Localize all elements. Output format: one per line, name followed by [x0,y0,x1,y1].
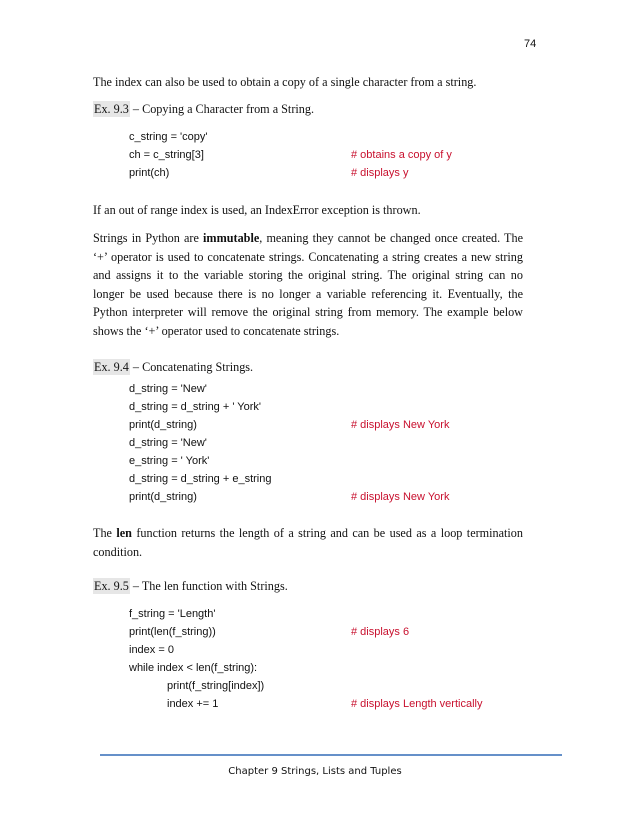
example-heading-9-3 [93,102,314,117]
code-line: print(len(f_string)) [129,626,216,638]
code-line: d_string = 'New' [129,437,207,449]
code-line: d_string = 'New' [129,383,207,395]
paragraph-index-error: If an out of range index is used, an IndexError exception is thrown. [93,203,421,217]
paragraph-immutable [93,229,523,340]
example-number: Ex. 9.5 [94,579,129,593]
example-title: – Concatenating Strings. [129,360,254,374]
example-title: – The len function with Strings. [129,579,288,593]
code-comment: # displays Length vertically [351,698,483,710]
text-run: function returns the length of a string and can be used as a loop termination condition. [93,526,523,559]
code-comment: # displays New York [351,491,450,503]
code-line: print(d_string) [129,491,197,503]
code-line: ch = c_string[3] [129,149,204,161]
code-line: c_string = 'copy' [129,131,208,143]
code-line: e_string = ' York' [129,455,210,467]
footer-divider [100,754,562,756]
paragraph-len-function [93,524,523,561]
code-line: index = 0 [129,644,174,656]
page-number: 74 [524,38,537,50]
example-number: Ex. 9.4 [94,360,129,374]
code-comment: # displays New York [351,419,450,431]
text-run: , meaning they cannot be changed once created. The ‘+’ operator is used to concatenate strings. Concatenating a string creates a new string and assigns it to the variable storing the original string. The original string can no longer be used because there is no longer a variable referencing it. Eventually, the Python interpreter will remove the original string from memory. The example below shows the ‘+’ operator used to concatenate strings. [93,231,524,338]
code-line: d_string = d_string + ' York' [129,401,262,413]
text-run: Strings in Python are [93,231,204,245]
code-line: while index < len(f_string): [129,662,258,674]
code-line: f_string = 'Length' [129,608,216,620]
page-footer: Chapter 9 Strings, Lists and Tuples [228,766,402,777]
code-comment: # displays 6 [351,626,410,638]
text-run: The [93,526,117,540]
code-comment: # displays y [351,167,409,179]
code-line: index += 1 [167,698,219,710]
code-line: print(d_string) [129,419,197,431]
bold-term: immutable [203,231,260,245]
bold-term: len [116,526,132,540]
example-title: – Copying a Character from a String. [129,102,314,116]
code-line: print(f_string[index]) [167,680,265,692]
code-line: print(ch) [129,167,170,179]
example-number: Ex. 9.3 [94,102,129,116]
example-heading-9-5 [93,579,288,594]
paragraph-index-copy: The index can also be used to obtain a copy of a single character from a string. [93,75,477,89]
code-comment: # obtains a copy of y [351,149,452,161]
code-line: d_string = d_string + e_string [129,473,272,485]
example-heading-9-4 [93,360,253,375]
